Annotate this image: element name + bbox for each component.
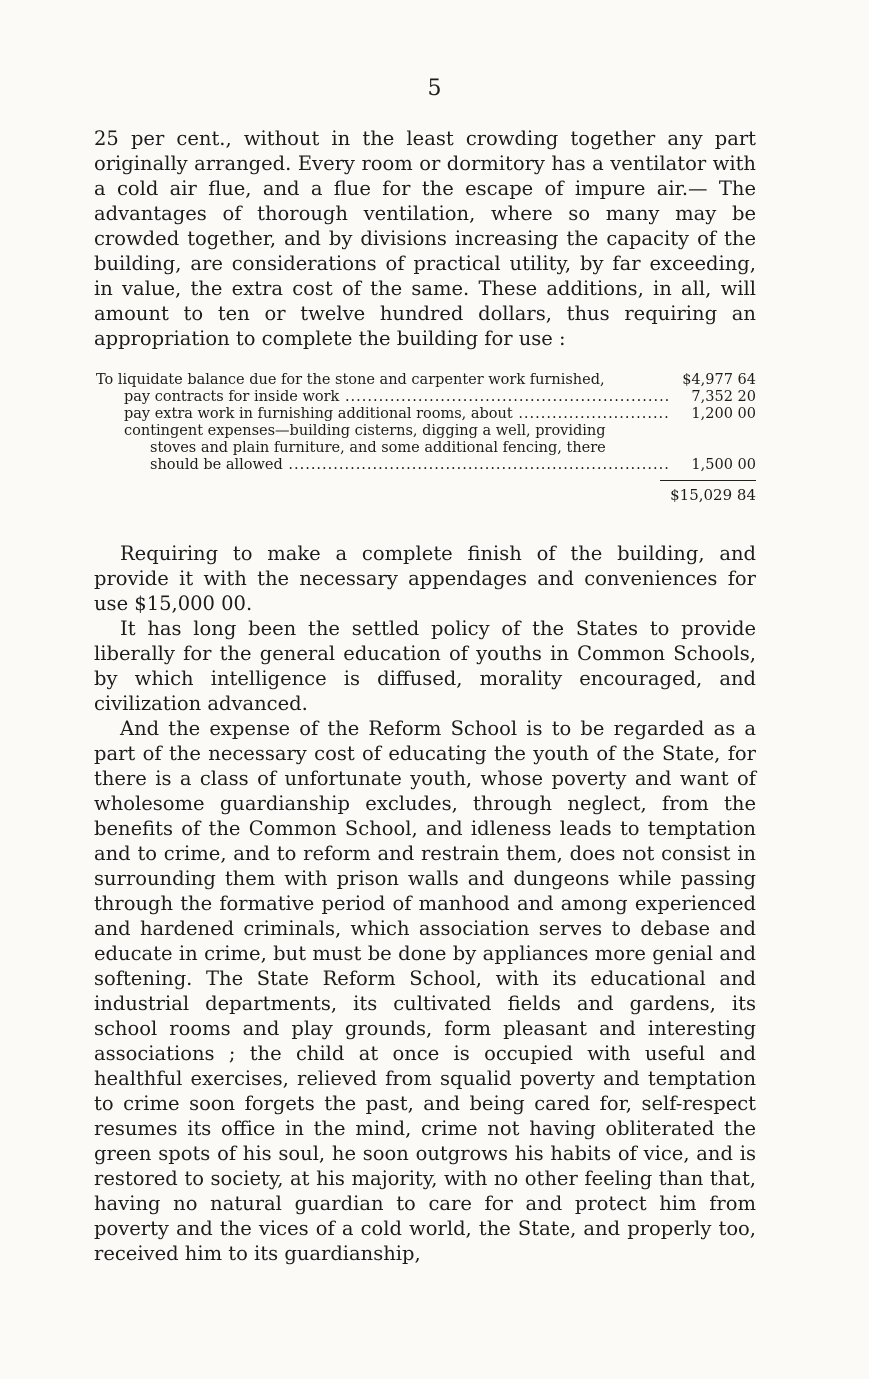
page-number: 5 [427,76,442,101]
paragraph-reform-school: And the expense of the Reform School is to be regarded as a part of the necessary cost of educating the youth of the State, for there is a class of unfortunate youth, whose poverty and want of wholesome guardianship excludes, through neglect, from the benefits of the Common School, and idleness leads to temptation and to crime, and to reform and restrain them, does not consist in surrounding them with prison walls and dungeons while passing through the formative period of manhood and among experienced and hardened criminals, which association serves to debase and educate in crime, but must be done by appliances more genial and softening. The State Reform School, with its educational and industrial departments, its cultivated fields and gardens, its school rooms and play grounds, form pleasant and interesting associations ; the child at once is occupied with useful and healthful exercises, relieved from squalid poverty and temptation to crime soon forgets the past, and being cared for, self-respect resumes its office in the mind, crime not having obliterated the green spots of his soul, he soon outgrows his habits of vice, and is restored to society, at his majority, with no other feeling than that, having no natural guardian to care for and protect him from poverty and the vices of a cold world, the State, and properly too, received him to its guardianship, [94,717,756,1265]
paragraph-policy: It has long been the settled policy of the States to provide liberally for the general education of youths in Common Schools, by which intelligence is diffused, morality encouraged, and civilization advanced. [94,617,756,715]
paragraph-ventilation [94,126,756,351]
ledger-description: To liquidate balance due for the stone and carpenter work furnished, [96,372,605,388]
leader-dots [513,406,668,422]
ledger-description: contingent expenses—building cisterns, digging a well, providing [124,423,606,439]
ledger-row [96,372,756,389]
total-rule [660,480,756,481]
paragraph-text: 25 per cent., without in the least crowding together any part originally arranged. Every room or dormitory has a ventilator with a cold air flue, and a flue for the escape of impure air.— The advantages of thorough ventilation, where so many may be crowded together, and by divisions increasing the capacity of the building, are considerations of practical utility, by far exceeding, in value, the extra cost of the same. These additions, in all, will amount to ten or twelve hundred dollars, thus requiring an appropriation to complete the building for use : [94,127,756,350]
ledger-row [96,440,756,457]
ledger-row [96,457,756,474]
ledger-amount: 1,500 00 [691,457,756,473]
body-text [94,541,756,1266]
ledger-description: stoves and plain furniture, and some additional fencing, there [150,440,606,456]
ledger-description: should be allowed [150,457,283,473]
ledger-description: pay contracts for inside work [124,389,340,405]
appropriation-ledger [96,372,756,504]
ledger-row [96,389,756,406]
ledger-amount: 1,200 00 [691,406,756,422]
ledger-row [96,423,756,440]
leader-dots [339,389,668,405]
ledger-total: $15,029 84 [670,486,756,504]
ledger-row [96,406,756,423]
ledger-amount: $4,977 64 [682,372,756,388]
paragraph-finish: Requiring to make a complete finish of the building, and provide it with the necessary appendages and conveniences for use $15,000 00. [94,542,756,615]
ledger-description: pay extra work in furnishing additional rooms, about [124,406,513,422]
ledger-amount: 7,352 20 [691,389,756,405]
leader-dots [283,457,668,473]
